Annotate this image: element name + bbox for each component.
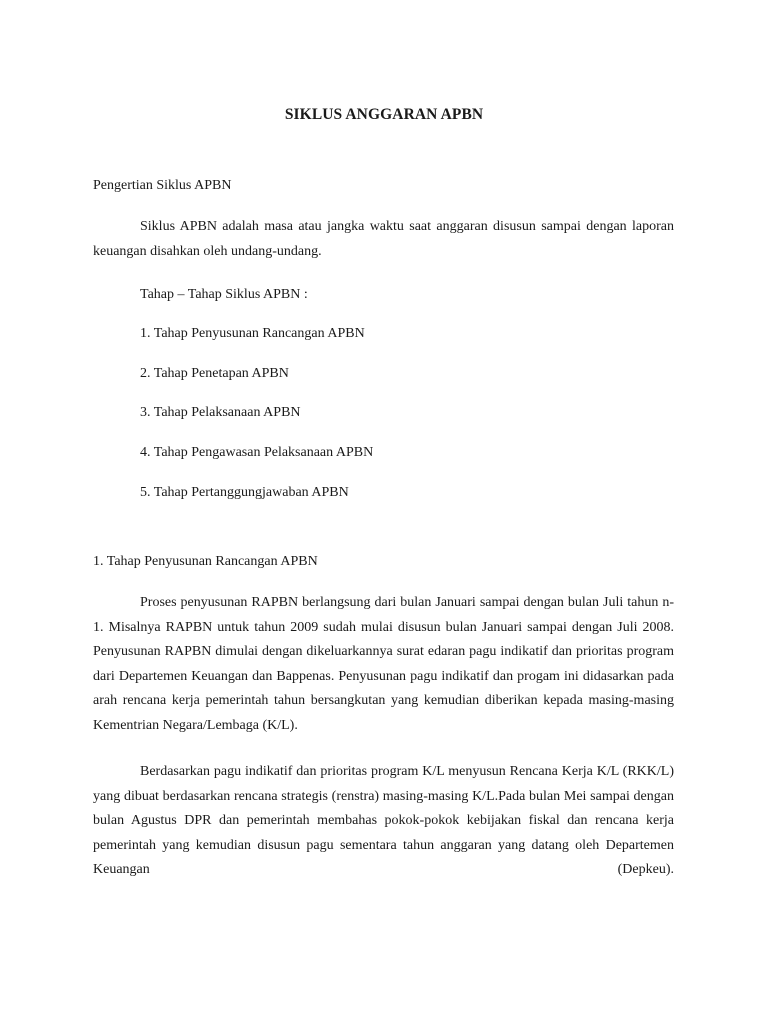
tahap-intro: Tahap – Tahap Siklus APBN : xyxy=(140,287,308,302)
section1-paragraph-1: Proses penyusunan RAPBN berlangsung dari bulan Januari sampai dengan bulan Juli tahun n-1. Misalnya RAPBN untuk tahun 2009 sudah mulai disusun bulan Januari sampai dengan Juli 2008. Penyusunan RAPBN dimulai dengan dikeluarkannya surat edaran pagu indikatif dan prioritas program dari Departemen Keuangan dan Bappenas. Penyusunan pagu indikatif dan progam ini didasarkan pada arah rencana kerja pemerintah tahun bersangkutan yang kemudian diberikan kepada masing-masing Kementrian Negara/Lembaga (K/L). xyxy=(93,595,674,733)
tahap-list-item: 4. Tahap Pengawasan Pelaksanaan APBN xyxy=(140,445,374,460)
heading-pengertian: Pengertian Siklus APBN xyxy=(93,178,232,193)
definition-paragraph: Siklus APBN adalah masa atau jangka waktu saat anggaran disusun sampai dengan laporan keuangan disahkan oleh undang-undang. xyxy=(93,219,674,259)
document-title: SIKLUS ANGGARAN APBN xyxy=(284,106,484,123)
tahap-list-item: 5. Tahap Pertanggungjawaban APBN xyxy=(140,485,349,500)
tahap-list-item: 2. Tahap Penetapan APBN xyxy=(140,366,289,381)
section1-paragraph-2: Berdasarkan pagu indikatif dan prioritas program K/L menyusun Rencana Kerja K/L (RKK/L) yang dibuat berdasarkan rencana strategis (renstra) masing-masing K/L.Pada bulan Mei sampai dengan bulan Agustus DPR dan pemerintah membahas pokok-pokok kebijakan fiskal dan rencana kerja pemerintah yang kemudian disusun pagu sementara tahun anggaran yang datang oleh Departemen Keuangan (Depkeu). xyxy=(93,764,674,877)
section1-heading: 1. Tahap Penyusunan Rancangan APBN xyxy=(93,554,318,569)
tahap-list-item: 3. Tahap Pelaksanaan APBN xyxy=(140,405,301,420)
tahap-list-item: 1. Tahap Penyusunan Rancangan APBN xyxy=(140,326,365,341)
